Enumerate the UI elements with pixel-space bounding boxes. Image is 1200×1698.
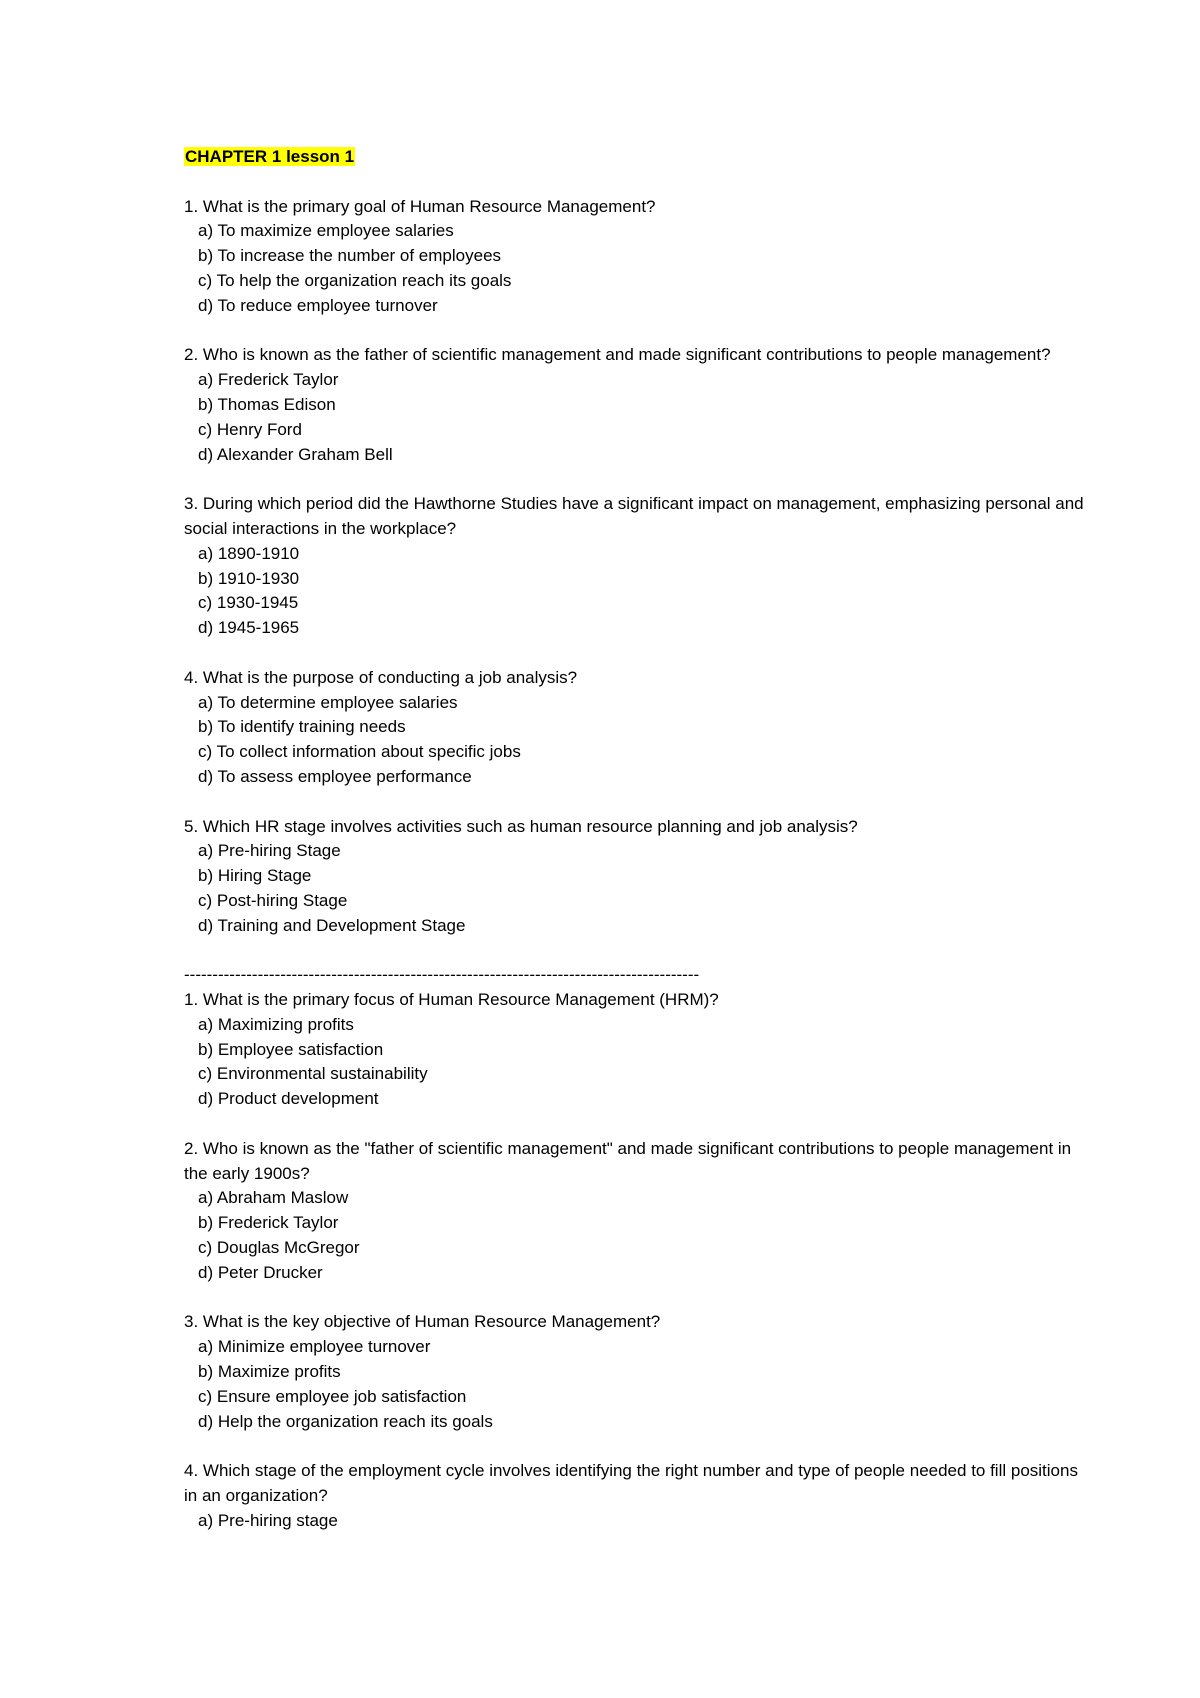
answer-option: c) To help the organization reach its goals [198, 270, 512, 290]
answer-option: b) To increase the number of employees [198, 246, 502, 266]
answer-option: c) 1930-1945 [198, 593, 299, 613]
answer-options [184, 368, 1084, 467]
heading-line [184, 145, 1084, 170]
question-block [184, 815, 1084, 939]
answer-option: c) To collect information about specific jobs [198, 742, 521, 762]
question-text: 3. What is the key objective of Human Resource Management? [184, 1312, 661, 1332]
question-block [184, 343, 1084, 467]
answer-option: d) Training and Development Stage [198, 915, 466, 935]
answer-option: b) Maximize profits [198, 1362, 341, 1382]
answer-option: d) To assess employee performance [198, 766, 472, 786]
question-block [184, 1459, 1084, 1533]
answer-option: b) Employee satisfaction [198, 1039, 384, 1059]
blank-line [184, 1112, 1084, 1137]
question-section-1 [184, 195, 1084, 964]
question-text: 4. Which stage of the employment cycle involves identifying the right number and type of people needed to fill positions in an organization? [184, 1461, 1078, 1506]
answer-option: a) To determine employee salaries [198, 692, 458, 712]
answer-options [184, 1186, 1084, 1285]
answer-options [184, 839, 1084, 938]
question-block [184, 492, 1084, 641]
answer-option: c) Post-hiring Stage [198, 890, 348, 910]
question-block [184, 195, 1084, 319]
answer-option: d) 1945-1965 [198, 618, 300, 638]
answer-options [184, 1509, 1084, 1534]
answer-option: b) 1910-1930 [198, 568, 300, 588]
question-block [184, 1137, 1084, 1286]
answer-option: d) To reduce employee turnover [198, 295, 438, 315]
answer-option: b) To identify training needs [198, 717, 406, 737]
answer-option: d) Help the organization reach its goals [198, 1411, 493, 1431]
blank-line [184, 170, 1084, 195]
question-text: 5. Which HR stage involves activities such as human resource planning and job analysis? [184, 816, 858, 836]
blank-line [184, 1286, 1084, 1311]
answer-option: d) Alexander Graham Bell [198, 444, 393, 464]
question-text: 2. Who is known as the "father of scientific management" and made significant contributions to people management in the early 1900s? [184, 1138, 1072, 1183]
blank-line [184, 1434, 1084, 1459]
answer-option: a) Minimize employee turnover [198, 1337, 431, 1357]
blank-line [184, 467, 1084, 492]
answer-option: a) Maximizing profits [198, 1014, 354, 1034]
answer-option: b) Thomas Edison [198, 394, 336, 414]
answer-options [184, 219, 1084, 318]
answer-option: c) Ensure employee job satisfaction [198, 1386, 467, 1406]
blank-line [184, 641, 1084, 666]
answer-option: b) Hiring Stage [198, 866, 312, 886]
question-section-2 [184, 988, 1084, 1534]
answer-option: c) Henry Ford [198, 419, 302, 439]
blank-line [184, 939, 1084, 964]
answer-option: c) Environmental sustainability [198, 1064, 428, 1084]
question-text: 4. What is the purpose of conducting a job analysis? [184, 667, 578, 687]
question-text: 1. What is the primary goal of Human Resource Management? [184, 196, 656, 216]
document-page [184, 145, 1084, 1534]
question-block [184, 988, 1084, 1112]
answer-option: a) Frederick Taylor [198, 370, 339, 390]
answer-option: a) To maximize employee salaries [198, 221, 454, 241]
answer-option: a) Pre-hiring Stage [198, 841, 341, 861]
question-text: 3. During which period did the Hawthorne Studies have a significant impact on management, emphasizing personal and social interactions in the workplace? [184, 494, 1084, 538]
answer-option: c) Douglas McGregor [198, 1238, 360, 1258]
question-text: 1. What is the primary focus of Human Resource Management (HRM)? [184, 990, 719, 1010]
question-block [184, 1310, 1084, 1434]
answer-options [184, 542, 1084, 641]
answer-option: b) Frederick Taylor [198, 1213, 339, 1233]
answer-options [184, 691, 1084, 790]
chapter-heading: CHAPTER 1 lesson 1 [185, 147, 355, 166]
question-text: 2. Who is known as the father of scientific management and made significant contributions to people management? [184, 345, 1051, 365]
question-block [184, 666, 1084, 790]
separator-line: ------------------------------------------------------------------------------------------- [184, 965, 700, 985]
blank-line [184, 319, 1084, 344]
answer-options [184, 1013, 1084, 1112]
answer-option: a) Abraham Maslow [198, 1188, 349, 1208]
answer-options [184, 1335, 1084, 1434]
answer-option: d) Peter Drucker [198, 1262, 323, 1282]
answer-option: a) Pre-hiring stage [198, 1510, 338, 1530]
answer-option: a) 1890-1910 [198, 543, 300, 563]
blank-line [184, 790, 1084, 815]
answer-option: d) Product development [198, 1089, 379, 1109]
